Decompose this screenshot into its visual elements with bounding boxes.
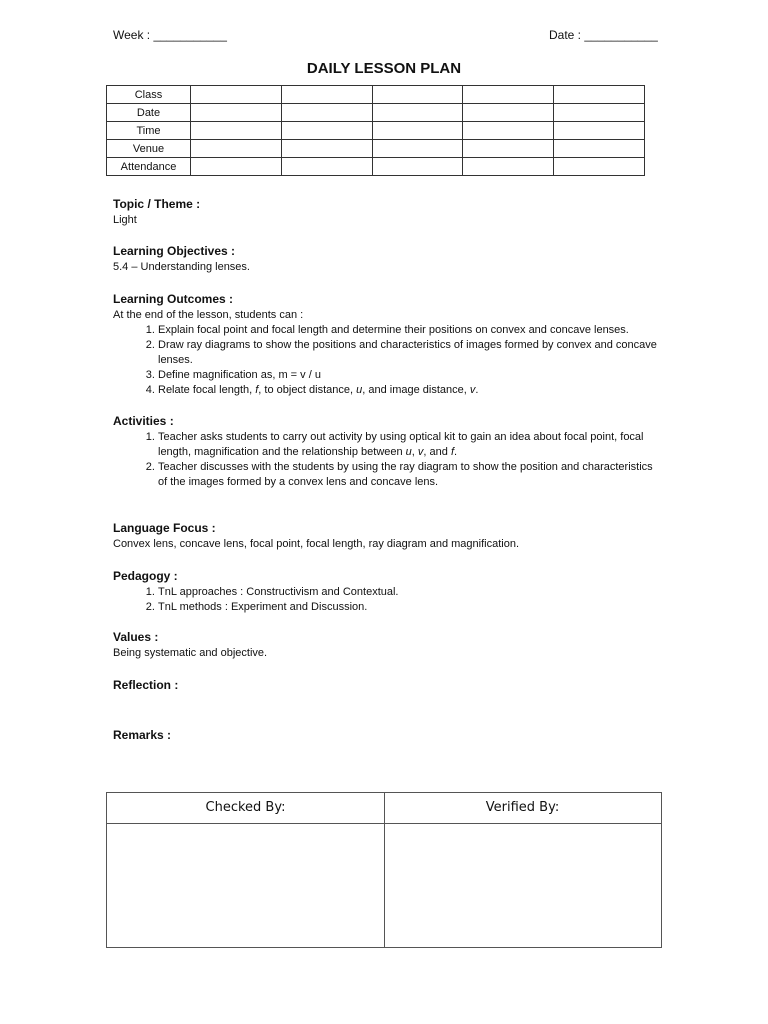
signoff-table <box>106 792 662 948</box>
list-item: 3. Define magnification as, m = v / u <box>158 368 658 383</box>
verified-by-label: Verified By: <box>384 793 661 824</box>
objectives-heading: Learning Objectives : <box>113 244 236 258</box>
activity-1-text-d: . <box>454 446 458 458</box>
list-item: 2. TnL methods : Experiment and Discussion. <box>158 600 658 615</box>
list-item: 2. Teacher discusses with the students by using the ray diagram to show the position and characteristics of the images formed by a convex lens and concave lens. <box>158 460 658 490</box>
row-label-venue: Venue <box>107 140 191 158</box>
outcomes-heading: Learning Outcomes : <box>113 292 234 306</box>
language-focus-section <box>113 521 658 552</box>
pedagogy-section <box>113 569 658 615</box>
topic-section <box>113 197 658 228</box>
list-item: 1. Explain focal point and focal length and determine their positions on convex and concave lenses. <box>158 323 658 338</box>
pedagogy-list <box>113 585 658 615</box>
activity-1-text-b: , <box>411 446 418 458</box>
remarks-section <box>113 728 658 744</box>
activity-1-text-c: , and <box>423 446 451 458</box>
activity-1-text-a: Teacher asks students to carry out activity by using optical kit to gain an idea about focal point, focal length, magnification and the relationship between <box>158 431 644 458</box>
objectives-text: 5.4 – Understanding lenses. <box>113 261 250 273</box>
values-text: Being systematic and objective. <box>113 647 268 659</box>
date-field: Date : ___________ <box>549 28 658 42</box>
outcome-4-text-d: . <box>475 384 479 396</box>
row-label-date: Date <box>107 104 191 122</box>
symbol-v: v <box>469 384 476 396</box>
table-row <box>107 158 645 176</box>
reflection-section <box>113 678 658 694</box>
activities-section <box>113 414 658 490</box>
row-label-time: Time <box>107 122 191 140</box>
lesson-info-table <box>106 85 645 176</box>
list-item: 2. Draw ray diagrams to show the positions and characteristics of images formed by convex and concave lenses. <box>158 338 658 368</box>
objectives-section <box>113 244 658 275</box>
row-label-attendance: Attendance <box>107 158 191 176</box>
values-section <box>113 630 658 661</box>
symbol-v: v <box>417 446 424 458</box>
reflection-heading: Reflection : <box>113 678 179 692</box>
language-focus-heading: Language Focus : <box>113 521 216 535</box>
symbol-f: f <box>255 384 259 396</box>
outcomes-intro: At the end of the lesson, students can : <box>113 309 304 321</box>
table-row <box>107 86 645 104</box>
symbol-u: u <box>405 446 412 458</box>
week-field: Week : ___________ <box>113 28 227 42</box>
language-focus-text: Convex lens, concave lens, focal point, focal length, ray diagram and magnification. <box>113 538 520 550</box>
outcome-4-text-b: , to object distance, <box>258 384 357 396</box>
row-label-class: Class <box>107 86 191 104</box>
table-row <box>107 140 645 158</box>
activities-list <box>113 430 658 490</box>
checked-by-label: Checked By: <box>107 793 384 824</box>
outcomes-section <box>113 292 658 398</box>
pedagogy-heading: Pedagogy : <box>113 569 178 583</box>
list-item: 1. TnL approaches : Constructivism and Contextual. <box>158 585 658 600</box>
table-row <box>107 104 645 122</box>
outcome-4-text-c: , and image distance, <box>362 384 470 396</box>
symbol-u: u <box>356 384 363 396</box>
activities-heading: Activities : <box>113 414 174 428</box>
values-heading: Values : <box>113 630 159 644</box>
outcome-4-text-a: Relate focal length, <box>158 384 256 396</box>
outcomes-list <box>113 323 658 398</box>
checked-by-column <box>107 793 385 947</box>
list-item <box>158 383 658 398</box>
remarks-heading: Remarks : <box>113 728 172 742</box>
topic-heading: Topic / Theme : <box>113 197 201 211</box>
page-title: DAILY LESSON PLAN <box>306 60 462 77</box>
topic-text: Light <box>113 214 137 226</box>
table-row <box>107 122 645 140</box>
verified-by-column <box>384 793 661 947</box>
list-item <box>158 430 658 460</box>
symbol-f: f <box>450 446 455 458</box>
